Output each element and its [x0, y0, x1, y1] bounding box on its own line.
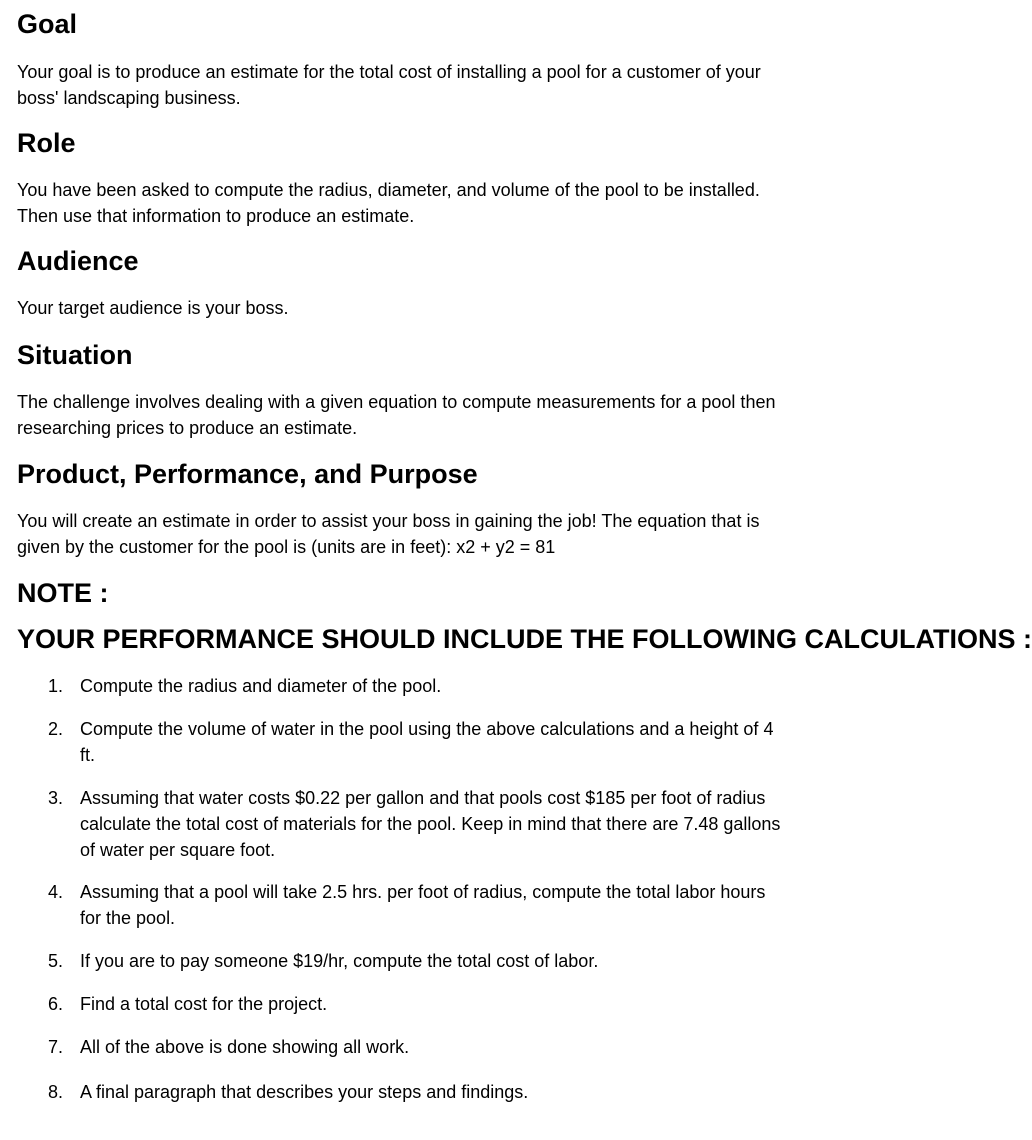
- list-item-line: If you are to pay someone $19/hr, compute the total cost of labor.: [80, 951, 599, 971]
- list-item: [48, 716, 773, 768]
- list-item-text: [80, 785, 780, 863]
- goal-line-2: boss' landscaping business.: [17, 88, 241, 108]
- list-item: [48, 1034, 409, 1060]
- audience-heading: Audience: [17, 246, 139, 276]
- list-item-number: 1.: [48, 676, 64, 696]
- role-line-1: You have been asked to compute the radius, diameter, and volume of the pool to be installed.: [17, 180, 760, 200]
- list-item-line: Compute the radius and diameter of the pool.: [80, 676, 442, 696]
- list-item-line: ft.: [80, 745, 96, 765]
- goal-heading: Goal: [17, 9, 78, 39]
- list-item-line: calculate the total cost of materials for the pool. Keep in mind that there are 7.48 gallons: [80, 814, 781, 834]
- list-item-number: 7.: [48, 1037, 64, 1057]
- list-item-line: Assuming that a pool will take 2.5 hrs. per foot of radius, compute the total labor hours: [80, 882, 766, 902]
- audience-paragraph: [17, 295, 289, 321]
- performance-heading: YOUR PERFORMANCE SHOULD INCLUDE THE FOLLOWING CALCULATIONS :: [17, 624, 1032, 654]
- note-label: NOTE :: [17, 578, 109, 608]
- audience-line-1: Your target audience is your boss.: [17, 298, 289, 318]
- situation-line-1: The challenge involves dealing with a given equation to compute measurements for a pool then: [17, 392, 776, 412]
- list-item: [48, 785, 780, 863]
- list-item-line: Assuming that water costs $0.22 per gallon and that pools cost $185 per foot of radius: [80, 788, 766, 808]
- list-item-number: 8.: [48, 1082, 64, 1102]
- list-item-line: All of the above is done showing all work.: [80, 1037, 410, 1057]
- situation-heading: Situation: [17, 340, 133, 370]
- list-item-text: [80, 1079, 528, 1105]
- situation-paragraph: [17, 389, 775, 441]
- list-item-text: [80, 716, 773, 768]
- list-item-number: 4.: [48, 882, 64, 902]
- goal-line-1: Your goal is to produce an estimate for the total cost of installing a pool for a customer of your: [17, 62, 761, 82]
- list-item-text: [80, 879, 765, 931]
- list-item-line: of water per square foot.: [80, 840, 276, 860]
- list-item: [48, 1079, 528, 1105]
- list-item-line: for the pool.: [80, 908, 176, 928]
- goal-paragraph: [17, 59, 761, 111]
- product-heading: Product, Performance, and Purpose: [17, 459, 478, 489]
- role-heading: Role: [17, 128, 76, 158]
- product-line-1: You will create an estimate in order to assist your boss in gaining the job! The equation that is: [17, 511, 760, 531]
- list-item-text: [80, 673, 441, 699]
- list-item-number: 5.: [48, 951, 64, 971]
- list-item-text: [80, 991, 327, 1017]
- role-paragraph: [17, 177, 760, 229]
- list-item-text: [80, 948, 598, 974]
- list-item-text: [80, 1034, 409, 1060]
- list-item-line: Find a total cost for the project.: [80, 994, 328, 1014]
- list-item: [48, 991, 327, 1017]
- list-item-number: 3.: [48, 788, 64, 808]
- role-line-2: Then use that information to produce an estimate.: [17, 206, 415, 226]
- product-line-2: given by the customer for the pool is (units are in feet): x2 + y2 = 81: [17, 537, 556, 557]
- list-item: [48, 879, 765, 931]
- list-item-number: 6.: [48, 994, 64, 1014]
- list-item-line: A final paragraph that describes your steps and findings.: [80, 1082, 529, 1102]
- list-item: [48, 948, 598, 974]
- list-item-line: Compute the volume of water in the pool using the above calculations and a height of 4: [80, 719, 774, 739]
- list-item-number: 2.: [48, 719, 64, 739]
- list-item: [48, 673, 441, 699]
- product-paragraph: [17, 508, 759, 560]
- situation-line-2: researching prices to produce an estimate.: [17, 418, 358, 438]
